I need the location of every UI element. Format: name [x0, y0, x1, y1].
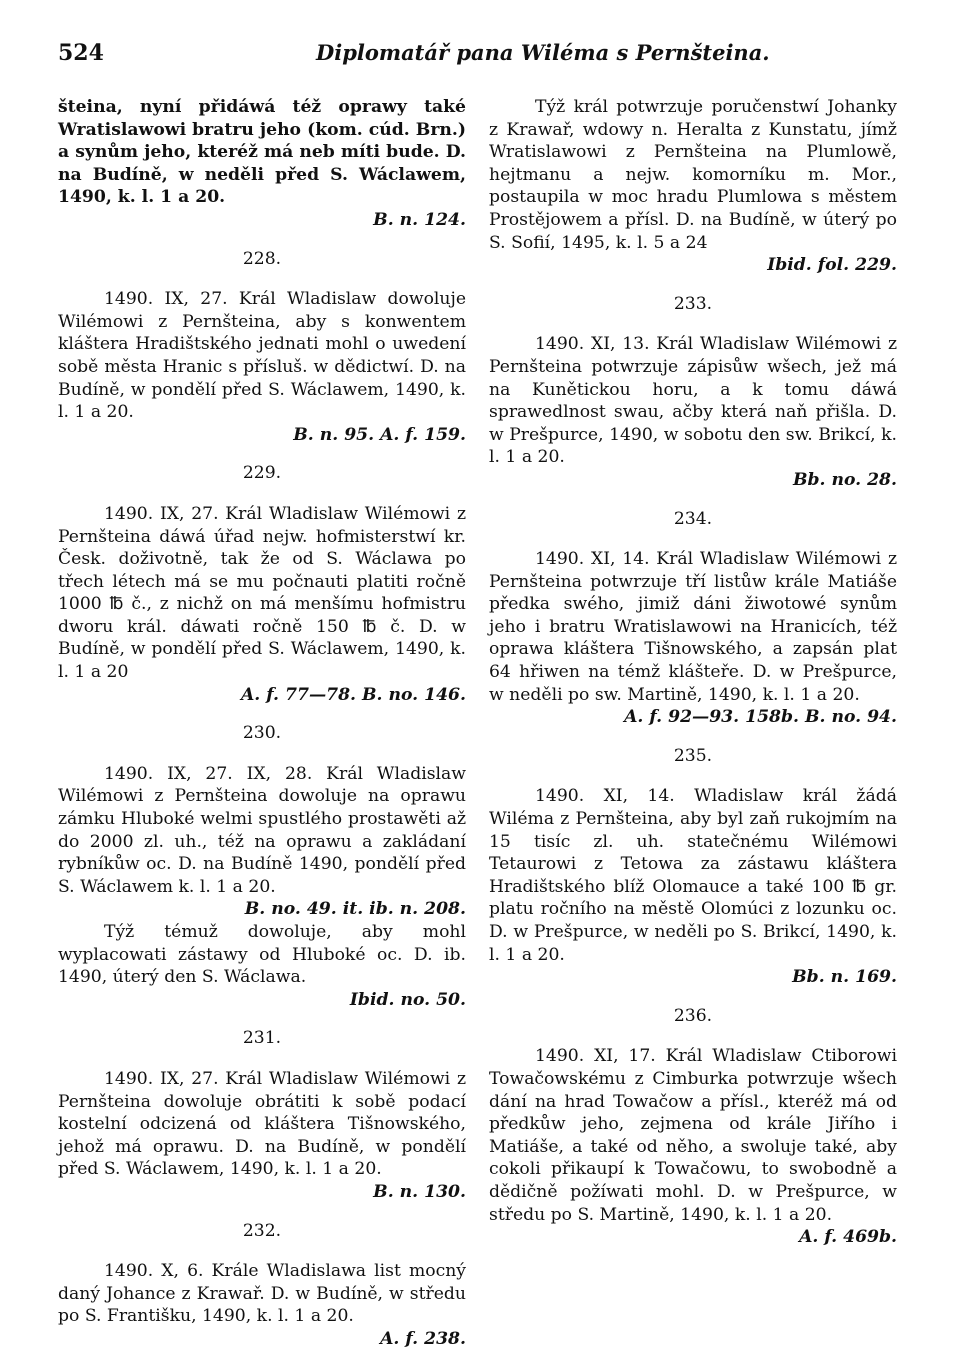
left-column: [58, 96, 466, 1351]
entry-232: [58, 1220, 466, 1351]
entry-number: 228.: [242, 248, 282, 269]
source-reference: Ibid. fol. 229.: [767, 255, 897, 276]
entry-number: 231.: [242, 1028, 282, 1049]
right-column: [489, 96, 897, 1249]
page-header: [58, 40, 902, 80]
entry-text: 1490. IX, 27. Král Wladislaw dowoluje Wilémowi z Pernšteina, aby s konwentem kláštera Hradištského jednati mohl o uwedení sobě města Hranic s přísluš. w dědictwí. D. na Budíně, w pondělí před S. Wáclawem, 1490, k. l. 1 a 20.: [58, 289, 466, 423]
entry-233: [489, 293, 897, 492]
entry-text: 1490. IX, 27. IX, 28. Král Wladislaw Wilémowi z Pernšteina dowoluje na oprawu zámku Hluboké welmi spustlého prostawěti až do 2000 zl. uh., též na oprawu a zakládaní rybníkůw oc. D. na Budíně 1490, pondělí před S. Wáclawem k. l. 1 a 20.: [58, 763, 466, 897]
entry-text: 1490. XI, 14. Král Wladislaw Wilémowi z Pernšteina potwrzuje tří listůw krále Matiáše předka swého, jimiž dáni žiwotowé synům jeho i bratru Wratislawowi na Hranicích, též oprawa kláštera Tišnowského, a zapsán plat 64 hřiwen na témž klášteře. D. w Prešpurce, w neděli po sw. Martině, 1490, k. l. 1 a 20.: [489, 549, 897, 705]
entry-231: [58, 1027, 466, 1203]
entry-number: 233.: [673, 293, 713, 314]
entry-230: [58, 722, 466, 1011]
source-reference: B. no. 49. it. ib. n. 208.: [244, 899, 466, 920]
entry-228: [58, 248, 466, 447]
entry-text: šteina, nyní přidáwá též oprawy také Wratislawowi bratru jeho (kom. cúd. Brn.) a synům jeho, kteréž má neb míti bude. D. na Budíně, w neděli před S. Wáclawem, 1490, k. l. 1 a 20.: [58, 97, 466, 208]
source-reference: Bb. no. 28.: [792, 469, 897, 490]
entry-236: [489, 1005, 897, 1249]
entry-text: 1490. XI, 14. Wladislaw král žádá Wiléma z Pernšteina, aby byl zaň rukojmím na 15 tisíc zl. uh. statečnému Wilémowi Tetaurowi z Tetowa za zástawu kláštera Hradištského blíž Olomauce a také 100 ℔ gr. platu ročního na městě Olomúci z lozunku oc. D. w Prešpurce, w neděli po S. Brikcí, 1490, k. l. 1 a 20.: [489, 786, 897, 965]
source-reference: Ibid. no. 50.: [349, 989, 466, 1010]
entry-number: 230.: [242, 723, 282, 744]
source-reference: A. f. 77—78. B. no. 146.: [240, 684, 466, 705]
entry-235: [489, 745, 897, 989]
source-reference: A. f. 469b.: [799, 1227, 897, 1248]
continued-entry: [489, 96, 897, 277]
entry-number: 235.: [673, 745, 713, 766]
running-title: Diplomatář pana Wiléma s Pernšteina.: [316, 40, 770, 65]
entry-text: 1490. XI, 13. Král Wladislaw Wilémowi z Pernšteina potwrzuje zápisůw wšech, jež má na Kunětickou horu, a k tomu dáwá sprawedlnost swau, ačby která naň přišla. D. w Prešpurce, 1490, w sobotu den sw. Brikcí, k. l. 1 a 20.: [489, 334, 897, 468]
source-reference: B. n. 95. A. f. 159.: [293, 424, 466, 445]
entry-text: 1490. IX, 27. Král Wladislaw Wilémowi z Pernšteina dáwá úřad nejw. hofmisterstwí kr. Česk. doživotně, tak že od S. Wáclawa po třech létech má se mu počnauti platiti ročně 1000 ℔ č., z nichž on má menšímu hofmistru dworu král. dáwati ročně 150 ℔ č. D. w Budíně, w pondělí před S. Wáclawem, 1490, k. l. 1 a 20: [58, 503, 466, 683]
entry-text: 1490. IX, 27. Král Wladislaw Wilémowi z Pernšteina dowoluje obrátiti k sobě podací kostelní odcizená od kláštera Tišnowského, jehož má oprawu. D. na Budíně, w pondělí před S. Wáclawem, 1490, k. l. 1 a 20.: [58, 1068, 466, 1180]
entry-number: 229.: [242, 463, 282, 484]
source-reference: A. f. 238.: [380, 1328, 466, 1349]
source-reference: A. f. 92—93. 158b. B. no. 94.: [624, 707, 897, 728]
entry-number: 232.: [242, 1220, 282, 1241]
entry-text: 1490. XI, 17. Král Wladislaw Ctiborowi Towačowskému z Cimburka potwrzuje wšech dání na hrad Towačow a přísl., kteréž má od předkůw jeho, zejmena od krále Jiřího i Matiáše, a také od něho, a swoluje také, aby cokoli přikaupí k Towačowu, to swobodně a dědičně požíwati mohl. D. w Prešpurce, w středu po S. Martině, 1490, k. l. 1 a 20.: [489, 1046, 897, 1225]
entry-number: 234.: [673, 508, 713, 529]
source-reference: B. n. 124.: [373, 209, 466, 230]
source-reference: Bb. n. 169.: [792, 967, 897, 988]
entry-text: Týž král potwrzuje poručenstwí Johanky z Krawař, wdowy n. Heralta z Kunstatu, jímž Wratislawowi z Pernšteina na Plumlowě, hejtmanu a nejw. komorníku m. Mor., postaupila w moc hradu Plumlowa s městem Prostějowem a přísl. D. na Budíně, w úterý po S. Sofií, 1495, k. l. 5 a 24: [489, 97, 897, 253]
entry-text: 1490. X, 6. Krále Wladislawa list mocný daný Johance z Krawař. D. w Budíně, w středu po S. Františku, 1490, k. l. 1 a 20.: [58, 1261, 466, 1327]
entry-number: 236.: [673, 1005, 713, 1026]
entry-229: [58, 462, 466, 706]
entry-text-continued: Týž témuž dowoluje, aby mohl wyplacowati zástawy od Hluboké oc. D. ib. 1490, úterý den S. Wáclawa.: [58, 922, 466, 988]
entry-234: [489, 508, 897, 729]
continued-entry: [58, 96, 466, 232]
page-number: 524: [58, 40, 104, 66]
source-reference: B. n. 130.: [373, 1181, 466, 1202]
